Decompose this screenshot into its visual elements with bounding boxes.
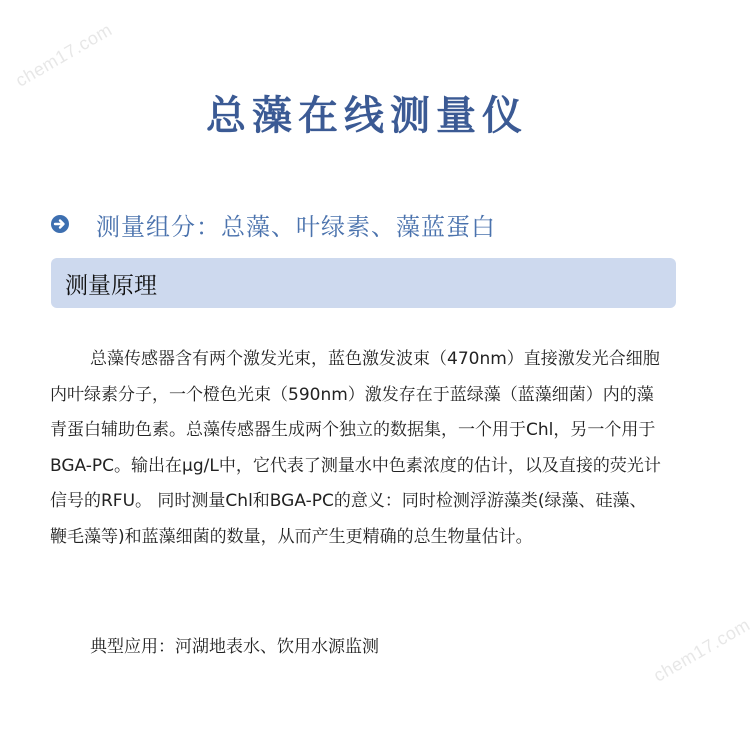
paragraph-line: 内叶绿素分子，一个橙色光束（590nm）激发存在于蓝绿藻（蓝藻细菌）内的藻 — [50, 384, 654, 405]
section-header-bar — [51, 258, 676, 308]
components-text: 测量组分：总藻、叶绿素、藻蓝蛋白 — [96, 212, 496, 241]
paragraph-line: 总藻传感器含有两个激发光束，蓝色激发波束（470nm）直接激发光合细胞 — [90, 349, 660, 369]
paragraph-line: 鞭毛藻等)和蓝藻细菌的数量，从而产生更精确的总生物量估计。 — [50, 526, 533, 547]
section-title: 测量原理 — [65, 272, 157, 299]
arrow-circle-icon — [50, 214, 70, 234]
paragraph-line: BGA-PC。输出在µg/L中，它代表了测量水中色素浓度的估计，以及直接的荧光计 — [50, 455, 661, 476]
watermark-bottom: chem17.com — [649, 614, 754, 686]
measurement-components — [50, 204, 496, 244]
paragraph-line: 信号的RFU。 同时测量Chl和BGA-PC的意义：同时检测浮游藻类(绿藻、硅藻、 — [50, 491, 647, 511]
page-title: 总藻在线测量仪 — [206, 92, 528, 139]
watermark-top: chem17.com — [11, 19, 116, 91]
paragraph-line: 青蛋白辅助色素。总藻传感器生成两个独立的数据集，一个用于Chl，另一个用于 — [50, 420, 656, 440]
typical-application: 典型应用：河湖地表水、饮用水源监测 — [90, 637, 379, 657]
principle-paragraph — [50, 342, 680, 555]
